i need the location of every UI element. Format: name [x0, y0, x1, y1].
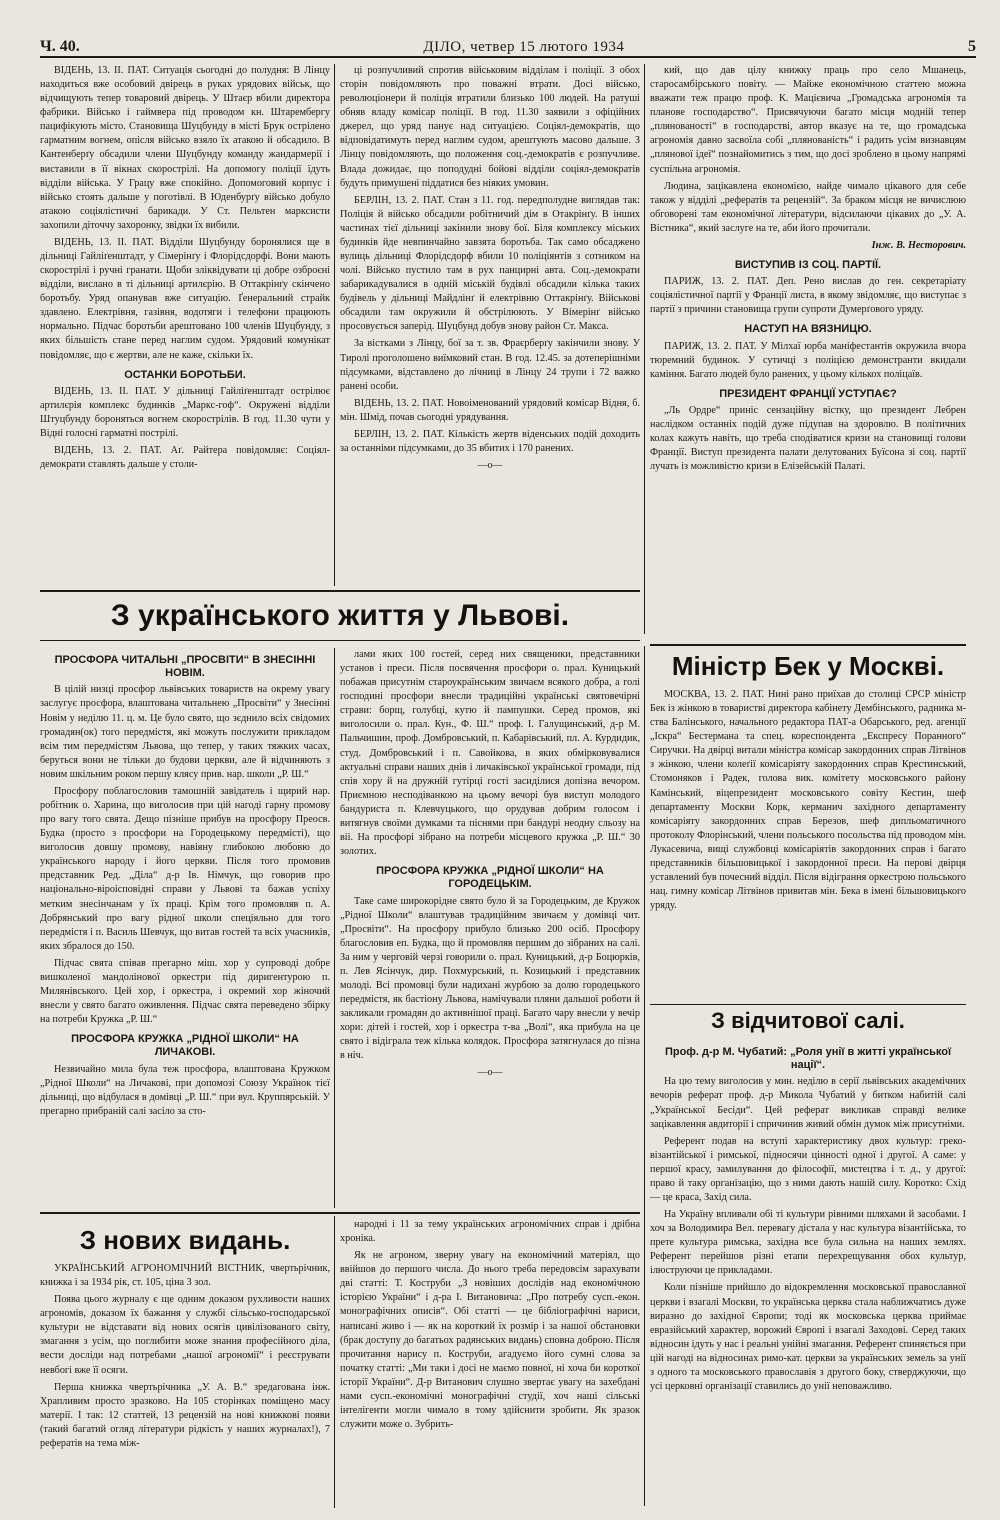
end-ornament: —o—: [477, 1067, 503, 1079]
article-paragraph: Людина, зацікавлена економією, найде чимало цікавого для себе також у відділі „рефератів та рецензій“. За браком місця не вичислюю обговорені там економічної літератури, відсилаючи цікавих до „У. А. Вістника“, який заслуге на те, аби його прочитали.: [650, 180, 966, 234]
article-paragraph: БЕРЛІН, 13. 2. ПАТ. Стан з 11. год. передполудне виглядав так: Поліція й військо обсадили робітничий дім в Отакрінґу. В інших частинах тієї дільниці закінили знову бої. Біля комплексу міських будинків йде невпинчайно завзята боротьба. Так само обсаджено вулиць дільниці Флорідсдорф вбили 10 поліціянтів з сотником на чолі. Військо пустило там в рух панцирні авта. Соц.-демократи забарикадувалися в одній міській будівлі обсадили кілька таких будівель у дільниці Майдлінґ й електрівню Оттакрінґу. Військові обсадили там окружили й обстрілюють. У Вімерінґ військо просовується заперід. Шуцбунд добув знову район Ст. Макса.: [340, 194, 640, 333]
article-paragraph: МОСКВА, 13. 2. ПАТ. Нині рано приїхав до столиці СРСР міністр Бек із жінкою в товаристві директора кабінету Дембінського, радника м-ства Балінського, начального редактора ПАТ-а Обарського, ред. агенції „Іскра“ Бестермана та спец. кореспондента „Експресу Поранного“ Сиручки. На двірці витали міністра комісар закордонних справ Літвінов з жінкою, члени колеґії комісаріяту закордонних справ Крестинський, Стомоняков і Радек, голова вик. комітету московського району Камінський, віцепрезидент московського совіту Кестин, шеф департаменту Москви Корк, керманич західного департаменту комісаріяту закордонних справ Березов, шеф дипльоматичного протоколу Флорінський, члени польського посольства під проводом мін. Лукасевича, вищі службовці комісаріятів закордонних справ і багато представників більшовицької і закордонної преси. На перові двірця уставлений був почесний відділ. Після відіграння оркестрою польського нац. гимну комісар Літвінов привитав мін. Бека в імені більшовицького уряду.: [650, 689, 966, 912]
article-paragraph: ці розпучливий спротив військовим відділам і поліції. З обох сторін повідомляють про поважні втрати. Досі військо, революціонери й поліція втратили близько 100 людей. На ратуші обняв владу комісар поліції. В год. 11.30 заявили з офіційних джерел, що уряд панує над ситуацією. Соціял-демократів, що відповідатимуть перед наглим судом, арештують масово дальше. З Лінцу повідомляють, що положення соц.-демократів є розпучливе. Влада дожидає, що поподудні бойові відділи соціял-демократів будуть примушені піддатися без ніяких умовин.: [340, 65, 640, 189]
page-header: [40, 28, 976, 58]
column-divider: [334, 64, 335, 586]
section-rule: [650, 1004, 966, 1005]
lecture-article: [650, 1040, 966, 1506]
top-column-2: [340, 64, 640, 584]
article-paragraph: Поява цього журналу є ще одним доказом рухливости наших агрономів, доказом їх бажання у службі сільсько-господарської культури не відставати від нових осягів цивілізованого світу, змагання з усім, що поглибити може знання професійного діла, вести досліди над потребами „нашої агрономії“ і реєструвати невбогі вже її осяги.: [40, 1294, 330, 1376]
section-heading: НАСТУП НА ВЯЗНИЦЮ.: [744, 323, 872, 336]
issue-number: Ч. 40.: [40, 38, 80, 55]
top-column-3: [650, 64, 966, 646]
publications-column-2: [340, 1218, 640, 1508]
lviv-column-1: [40, 648, 330, 1208]
lecture-headline: З відчитової салі.: [711, 1008, 905, 1033]
article-paragraph: ВІДЕНЬ, 13. II. ПАТ. У дільниці Гайліґенштадт острілює артилєрія комплекс будинків „Маркс-гоф“. Окружені відділи Штуцбунду бороняться вогнем скорострілів. В год. 11.30 чути у Відні голосні гарматні пострілі.: [40, 385, 330, 440]
article-paragraph: ВІДЕНЬ, 13. II. ПАТ. Ситуація сьогодні до полудня: В Лінцу находиться вже особовий двірець в руках урядових військ, що відчищують тепер товаровий двірець. У Штаєр вбили директора фабрики. Військо і гаймвера під проводом кн. Штарембергу пацифікують місто. Становища Шуцбунду в місті Брук острілено гарматним вогнем, опісля військо взяло їх атакою й обсадило. В Кантенберґу обсадили члени Шуцбунду команду жандармерії і виставили в її вікнах скорострілі. На допомогу поліції їдуть відділи війська. У Грацу вже спокійно. Допомоговий корпус і військо стоять дальше у поготівлі. В Юденбурґу військо добуло атакою соціялістичні барикади. У Ст. Пельтен марксисти захопили діточчу захоронку, звідки їх вибили.: [40, 65, 330, 231]
publications-headline: З нових видань.: [79, 1225, 291, 1255]
section-rule: [650, 644, 966, 646]
article-paragraph: В цілій низці просфор львівських товариств на окрему увагу заслугує просфора, влаштована читальнею „Просвіти“ у Знесінні Новім у неділю 11. ц. м. Це було свято, що зєднило всіх свідомих громадян(ок) того передмістя, які можуть послужити прикладом всім тим передмістям Львова, що тепер, у таких тяжких часах, беруться вони не тільки до будови церкви, але й відчиняють з новим шкільним роком першу клясу прив. нар. школи „Р. Ш.“: [40, 684, 330, 780]
article-paragraph: УКРАЇНСЬКИЙ АГРОНОМІЧНИЙ ВІСТНИК, чвертьрічник, книжка і за 1934 рік, ст. 105, ціна 3 зол.: [40, 1263, 330, 1289]
article-paragraph: ВІДЕНЬ, 13. II. ПАТ. Відділи Шуцбунду боронялися ще в дільниці Гайліґенштадт, у Сімерінґу і Флорідсдорфі. Вони мають скорострілі і ручні гранати. Щоби зліквідувати ці добре озброєні відділи, вислано в ті дільниці артилєрію. В Оттакрінґу скінчено боротьбу. Уряд опанував вже ситуацію. Ґенеральний страйк здавлено. Електрівня, газівня, водотяги і телефони працюють нормально. Підчас боротьби арештовано 100 членів Шуцбунду, з яких більшість стане перед наглим судом. Урядовий комунікат повідомляє, що є жертви, але не каже, скільки їх.: [40, 236, 330, 361]
section-heading: ВИСТУПИВ ІЗ СОЦ. ПАРТІЇ.: [734, 259, 882, 272]
section-rule: [40, 1212, 640, 1214]
masthead-date: ДІЛО, четвер 15 лютого 1934: [423, 39, 625, 55]
article-paragraph: Таке саме широкорідне свято було й за Городецьким, де Кружок „Рідної Школи“ влаштував традиційним звичаєм у домівці чит. „Просвіти“. На просфору прибуло близько 200 осіб. Просфору благословив еп. Будка, що й промовляв першим до зібраних на салі. За ним у черговій черзі говорили о. прал. Куницький, д-р Боцюрків, п. Лев Ясінчук, дир. Похмурський, п. Козицький і представник молоді. Всі промовці були надихані журбою за долю городецького передмістя, як бастіону Львова, намічували пляни дальшої роботи й закликали громадян до активнішої праці. Багато чару внесли у вечір хори: дітей і гостей, хор і оркестра т-ва „Волі“, яка прибула на це свято і відіграла теж кілька колядок. Просфора затягнулася до пізна в ніч.: [340, 895, 640, 1062]
article-paragraph: ПАРИЖ, 13. 2. ПАТ. Деп. Рено вислав до ген. секретаріату соціялістичної партії у Франції листа, в якому звідомляє, що виступає з партії з причини становища групи супроти Думерґового уряду.: [650, 276, 966, 316]
article-paragraph: „Ль Ордре“ приніс сензаційну вістку, що президент Лебрен наслідком останніх подій дуже підупав на здоровлю. В політичних колах кажуть навіть, що треба сподіватися кризи на становищі голови Франції. Виступ президента палати делутованих Буїсона зі соц. партії лучать із можливістю кризи в Елізейській Палаті.: [650, 405, 966, 473]
section-heading: ПРОСФОРА КРУЖКА „РІДНОЇ ШКОЛИ“ НА ЛИЧАКОВІ.: [71, 1033, 299, 1059]
article-paragraph: Референт подав на вступі характеристику двох культур: греко-візантійської і римської, підносячи цінності одної і другої. А саме: у першої красу, замилування до філософії, мистецтва і т. д., у другої: право й таку організацію, що з ними дають нашій силу. Коротко: Схід — це краса, Захід сила.: [650, 1135, 966, 1203]
column-divider: [644, 64, 645, 634]
publications-column-1: [40, 1262, 330, 1508]
minister-headline: Міністр Бек у Москві.: [671, 651, 945, 681]
lviv-headline: З українського життя у Львові.: [110, 599, 570, 632]
column-divider: [334, 648, 335, 1208]
article-paragraph: кий, що дав цілу книжку праць про село Мшанець, старосамбірського повіту. — Майже економічною статтею можна вважати теж працю проф. К. Мацієвича „Громадська агрономія та планове господарство“. Присвячуючи багато місця модній тепер „плянованості“ в господарстві, автор вказує на те, що громадська агрономія давно засвоїла собі „плянованість“ і радить усім визнавцям „плянової ідеї“ познайомитись з тим, що досі зроблено в цьому напрямі суспільна агрономія.: [650, 65, 966, 175]
article-paragraph: Коли пізніше прийшло до відокремлення московської православної церкви і взагалі Москви, то українська церква стала наближчатись дуже виразно до західної Європи; тоді як московська церква приймає евразійський характер, ворожий Європі і взагалі Заходові. Серед таких відносин ідуть у нас і реальні унійні змагання. Референт спиняється при цій нагоді на відносинах римо-кат. церкви за українських земель за унії з одного та московського православія з другого боку, стверджуючи, що усі церковні організації ставились до унії неповажливо.: [650, 1282, 966, 1393]
section-heading: ПРОСФОРА КРУЖКА „РІДНОЇ ШКОЛИ“ НА ГОРОДЕЦЬКІМ.: [376, 865, 604, 891]
article-paragraph: Підчас свята співав прегарно міш. хор у супроводі добре вишколеної мандолінової оркестри під диригентурою п. Милянівського. Цей хор, і оркестра, і окремий хор жіночий внесли у свято багато оживлення. Підчас свята переведено збірку на потреби Кружка „Р. Ш.“: [40, 957, 330, 1026]
section-heading: ОСТАНКИ БОРОТЬБИ.: [124, 368, 246, 381]
article-paragraph: ВІДЕНЬ, 13. 2. ПАТ. Аґ. Райтера повідомляє: Соціял-демократи ставлять дальше у столи-: [40, 445, 330, 471]
article-paragraph: ВІДЕНЬ, 13. 2. ПАТ. Новоіменований урядовий комісар Відня, б. мін. Шмід, почав сьогодні урядування.: [340, 397, 640, 423]
author-signature: Інж. В. Несторович.: [871, 239, 966, 251]
article-paragraph: БЕРЛІН, 13. 2. ПАТ. Кількість жертв віденських подій доходить за останніми підсумками, до 35 вбитих і 170 ранених.: [340, 428, 640, 455]
article-paragraph: За вістками з Лінцу, бої за т. зв. Фраєрберґу закінчили знову. У Тиролі проголошено виїмковий стан. В год. 12.45. за дотеперішніми підсумками, відставлено до лічниці в Лінцу 24 трупи і 72 важко ранені особи.: [340, 338, 640, 392]
lecture-subheading: Проф. д-р М. Чубатий: „Роля унії в житті української нації“.: [664, 1046, 952, 1072]
minister-article: [650, 688, 966, 1000]
article-paragraph: лами яких 100 гостей, серед них священики, представники установ і преси. Після посвячення просфори о. прал. Куницький побажав присутнім староукраїнським звичаєм всякого добра, а голі господині просфори внесли традиційні українські святовечірні страви: борщ, голубці, кутю й пампушки. Серед промов, які виголосили о. прал. Кун., Ф. Ш.“ проф. І. Галущинський, д-р М. Пальчишин, проф. Домбровський, п. Кабарівський, пл. А. Курдидик, студ. Домбровський і п. Савойкова, в яких обмірковувалися актуальні справи наших днів і личаківської української громади, під спів хору й на дружній гутірці гості засиділися допізна вечором. Приємною несподіванкою на цьому вечорі був виступ молодого бандуриста п. Клевчуцького, що орудував добрим голосом і витягнув своїми думками та піснями при бандурі неодну сльозу на віі. На просфорі зібрано на потреби місцевого кружка „Р. Ш.“ 30 золотих.: [340, 649, 640, 858]
article-paragraph: народні і 11 за тему українських агрономічних справ і дрібна хроніка.: [340, 1219, 640, 1245]
article-paragraph: ПАРИЖ, 13. 2. ПАТ. У Мілхаї юрба маніфестантів окружила вчора тюремний будинок. У сутичці з поліцією демонстранти вкидали каміння. Багато людей було ранених, у цьому кількох поліцаїв.: [650, 340, 966, 380]
section-heading: ПРОСФОРА ЧИТАЛЬНІ „ПРОСВІТИ“ В ЗНЕСІННІ НОВІМ.: [54, 654, 316, 680]
section-heading: ПРЕЗИДЕНТ ФРАНЦІЇ УСТУПАЄ?: [719, 387, 897, 400]
article-paragraph: Як не агроном, зверну увагу на економічний матеріял, що ввійшов до першого числа. До нього треба передовсім зарахувати дві статті: Т. Коструби „З новіших дослідів над економічною історією України“ і д-ра І. Витановича: „Про потребу сусп.-екон. монографічних описів“. Обі статті — це бібліографічні нариси, написані живо і — як на короткий їх розмір і за нашої обстановки (брак доступу до багатьох радянських видань) сповна доброю. Після прочитання нарису п. Коструби, агадуємо його сумні слова за початку статті: „Ми таки і досі не маємо повної, ні хоча би короткої історії України“. Д-р Витанович слушно звертає увагу на захебдані нами сусп.-економічні монографічні студії, хоч наші сільські інтелігенти могли чимало в тому здійснити зробити. Як зразок служити може о. Зубрить-: [340, 1250, 640, 1431]
top-column-1: [40, 64, 330, 584]
lviv-column-2: [340, 648, 640, 1198]
column-divider: [644, 646, 645, 1506]
article-paragraph: Перша книжка чвертьрічника „У. А. В.“ зредагована інж. Храпливим просто зразково. На 105 сторінках поміщено масу матерії. І так: 12 статтей, 13 рецензій на нові книжкові появи (такий багатий огляд літератури рідкість у наших журналах!), 7 рефератів на тема між-: [40, 1381, 330, 1449]
article-paragraph: На Україну впливали обі ті культури рівними шляхами й засобами. І хоч за Володимира Вел. перевагу дістала у нас культура візантійська, то прете культура римська, західна все була сильна на наших землях. Референт перейшов різні етапи перехрещування обох культур, ілюструючи це прикладами.: [650, 1209, 966, 1277]
end-ornament: —o—: [477, 460, 503, 472]
page-number: 5: [968, 38, 976, 55]
section-rule: [40, 640, 640, 641]
section-rule: [40, 590, 640, 592]
article-paragraph: Просфору поблагословив тамошній завідатель і щирий нар. робітник о. Харина, що виголосив при цій нагоді гарну промову про вагу того свята. Дещо пізніше прибув на просфору Преосв. Будка (просто з просфори на Городецькому передмісті), що виголосив довшу промову, навіяну глибокою любовю до українського народу і його церкви. Після того промовив представник Ред. „Діла“ д-р Ів. Німчук, що говорив про національно-віроісповідні справи у Львові та бажав успіху метким знесінчанам у їх праці. Крім того промовляв п. А. Добрянський про вагу рідної школи спеціяльно для того передмістя і п. Василь Шевчук, що витав гостей та всіх учасників, яких збралося до 150.: [40, 785, 330, 952]
article-paragraph: На цю тему виголосив у мин. неділю в серії львівських академічних вечорів реферат проф. д-р Микола Чубатий у битком набитій салі „Української Бесіди“. Цей реферат викликав справді велике зацікавлення авдиторії і спричинив живий обмін думок між присутніми.: [650, 1076, 966, 1130]
article-paragraph: Незвичайно мила була теж просфора, влаштована Кружком „Рідної Школи“ на Личакові, при допомозі Союзу Українок тієї дільниці, що відбулася в домівці „Р. Ш.“ при вул. Круппярській. У прегарно прибраній салі засіло за сто-: [40, 1063, 330, 1117]
column-divider: [334, 1216, 335, 1508]
